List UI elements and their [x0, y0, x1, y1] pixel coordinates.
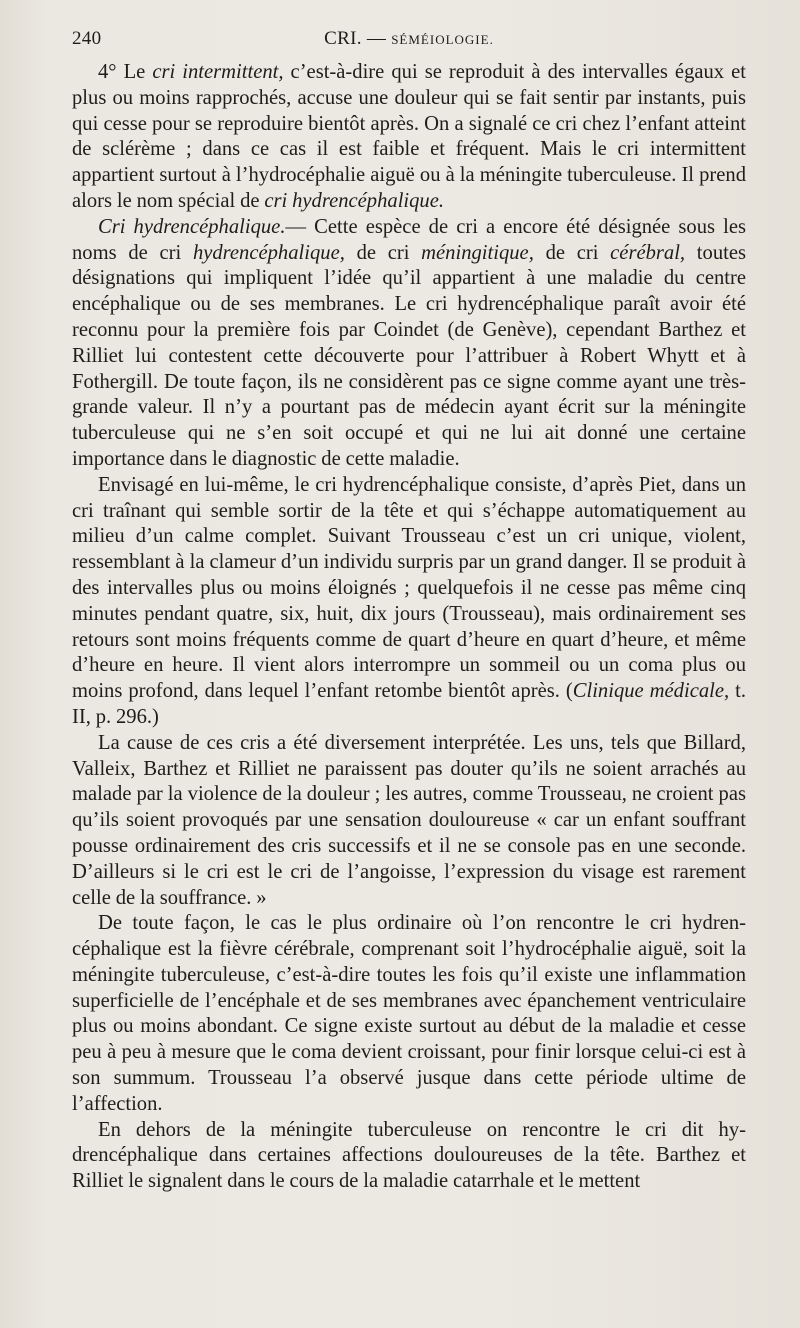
- text-run: En dehors de la méningite tuberculeuse on rencontre le cri dit hydrencéphalique dans certaines affections douloureuses de la tête. Barthez et Rilliet le signalent dans le cours de la maladie catarrhale et le mettent: [72, 1118, 746, 1193]
- paragraph: [72, 1118, 746, 1195]
- text-run: Envisagé en lui-même, le cri hydrencéphalique consiste, d’après Piet, dans un cri traînant qui semble sortir de la tête et qui s’échappe automatiquement au milieu d’un calme complet. Suivant Trousseau c’est un cri unique, violent, ressemblant à la clameur d’un individu surpris par un grand danger. Il se produit à des intervalles plus ou moins éloignés ; quelquefois il ne cesse pas même cinq minutes pendant quatre, six, huit, dix jours (Trousseau), mais ordinairement ses retours sont moins fréquents comme de quart d’heure en quart d’heure, et même d’heure en heure. Il vient alors interrompre un sommeil ou un coma plus ou moins profond, dans lequel l’enfant retombe bientôt après. (: [72, 473, 746, 703]
- text-run: t. II, p. 296.): [72, 680, 746, 728]
- italic-run: Clinique médicale,: [572, 680, 730, 703]
- text-run: c’est-à-dire qui se reproduit à des intervalles égaux et plus ou moins rapprochés, accuse une douleur qui se fait sentir par instants, puis qui cesse pour se reproduire bientôt après. On a signalé ce cri chez l’enfant atteint de sclérème ; dans ce cas il est faible et fréquent. Mais le cri intermittent appartient surtout à l’hydrocéphalie aiguë ou à la méningite tuberculeuse. Il prend alors le nom spécial de: [72, 61, 747, 212]
- running-title: [72, 28, 746, 50]
- text-run: La cause de ces cris a été diversement interprétée. Les uns, tels que Billard, Valleix, Barthez et Rilliet ne paraissent pas douter qu’ils ne soient arrachés au malade par la violence de la douleur ; les autres, comme Trousseau, ne croient pas qu’ils soient provoqués par une sensation douloureuse « car un enfant souffrant pousse ordinairement des cris successifs et il ne se console pas en une seconde. D’ailleurs si le cri est le cri de l’angoisse, l’expression du visage est rarement celle de la souffrance. »: [72, 731, 746, 909]
- text-run: De toute façon, le cas le plus ordinaire où l’on rencontre le cri hydrencéphalique est la fièvre cérébrale, comprenant soit l’hydrocéphalie aiguë, soit la méningite tuberculeuse, c’est-à-dire toutes les fois qu’il existe une inflammation superficielle de l’encéphale et de ses membranes avec épanchement ventriculaire plus ou moins abondant. Ce signe existe surtout au début de la maladie et cesse peu à peu à mesure que le coma devient croissant, pour finir lorsque celui-ci est à son summum. Trousseau l’a observé jusque dans cette période ultime de l’affection.: [72, 912, 746, 1115]
- paragraph: [72, 731, 746, 912]
- italic-run: cri hydrencéphalique.: [264, 189, 445, 212]
- paragraph: [72, 60, 746, 215]
- italic-run: hydrencéphalique,: [192, 241, 345, 264]
- paragraph: [72, 473, 746, 731]
- text-run: toutes désignations qui impliquent l’idée qu’il appartient à une maladie du centre encéphalique ou de ses membranes. Le cri hydrencéphalique paraît avoir été reconnu pour la première fois par Coindet (de Genève), cependant Barthez et Rilliet lui contestent cette découverte pour l’attribuer à Robert Whytt et à Fothergill. De toute façon, ils ne considèrent pas ce signe comme ayant une très-grande valeur. Il n’y a pourtant pas de médecin ayant écrit sur la méningite tuberculeuse qui ne s’en soit occupé et qui ne lui ait donné une certaine importance dans le diagnostic de cette maladie.: [72, 241, 747, 470]
- running-title-section: SÉMÉIOLOGIE.: [391, 32, 494, 47]
- italic-run: cérébral,: [610, 241, 686, 264]
- running-title-main: CRI.: [324, 28, 362, 49]
- text-run: de cri: [344, 241, 422, 264]
- text-run: de cri: [533, 241, 611, 264]
- paragraph: [72, 911, 746, 1117]
- running-title-dash: —: [366, 28, 387, 49]
- running-header: [72, 28, 746, 56]
- italic-run: Cri hydrencéphalique.: [98, 215, 286, 238]
- italic-run: cri intermittent,: [152, 61, 284, 83]
- text-run: 4° Le: [98, 61, 153, 83]
- body-text: [72, 60, 746, 1195]
- paragraph: [72, 215, 746, 473]
- text-run: — Cette espèce de cri a encore été désignée sous les noms de cri: [72, 215, 746, 264]
- italic-run: méningitique,: [421, 241, 534, 264]
- page-number: 240: [72, 28, 102, 49]
